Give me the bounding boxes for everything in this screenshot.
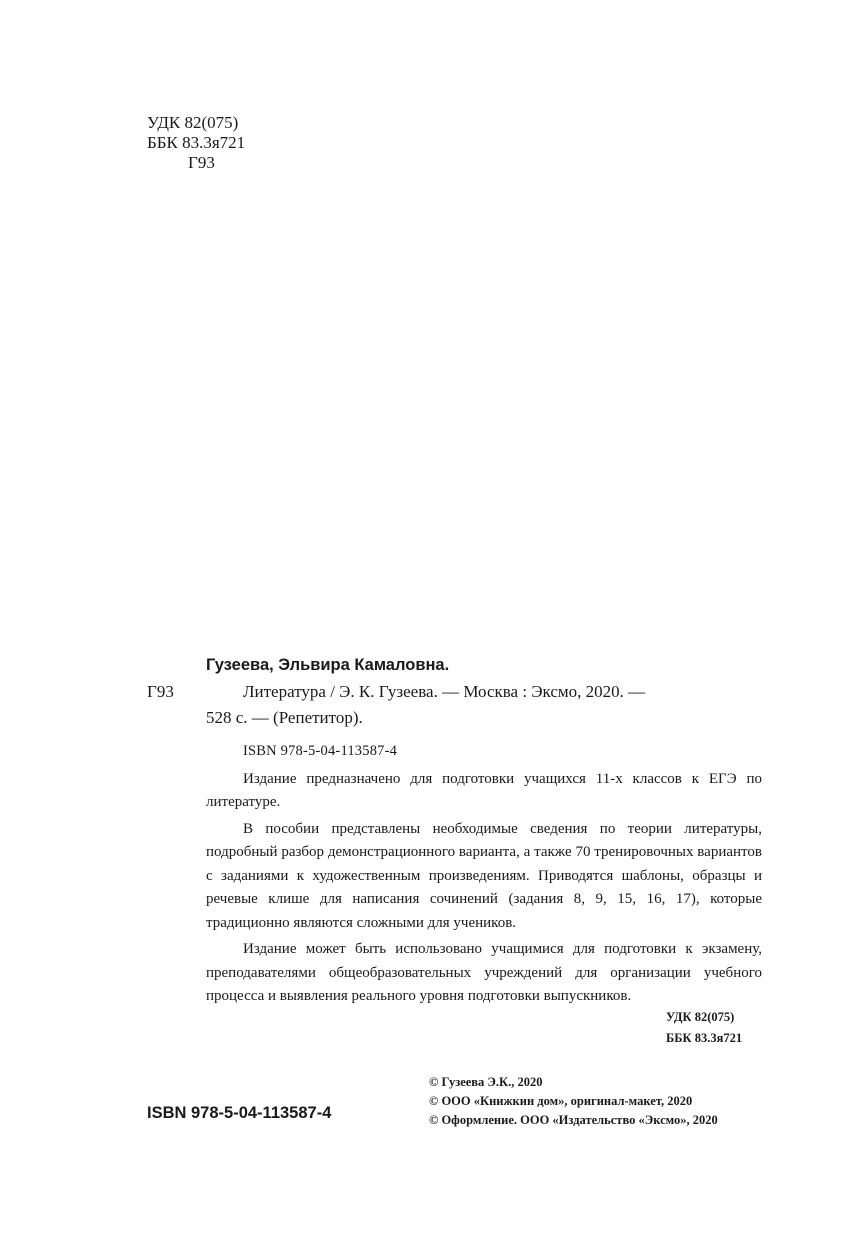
bottom-classification <box>666 1007 742 1049</box>
bottom-isbn: ISBN 978-5-04-113587-4 <box>147 1104 332 1122</box>
top-classification <box>147 113 245 173</box>
annotation-paragraph: Издание предназначено для подготовки учащихся 11-х классов к ЕГЭ по литературе. <box>206 770 762 810</box>
catalog-author: Гузеева, Эльвира Камаловна. <box>206 656 450 674</box>
copyright-line: © Оформление. ООО «Издательство «Эксмо», 2020 <box>429 1113 718 1127</box>
copyright-line: © ООО «Книжкин дом», оригинал-макет, 2020 <box>429 1094 693 1108</box>
annotation-paragraph: В пособии представлены необходимые сведения по теории литературы, подробный разбор демонстрационного варианта, а также 70 тренировочных вариантов с заданиями к художественным произведениям. Приводятся шаблоны, образцы и речевые клише для написания сочинений (задания 8, 9, 15, 16, 17), которые традиционно являются сложными для учеников. <box>206 820 762 931</box>
bottom-bbk: ББК 83.3я721 <box>666 1031 743 1045</box>
copyright-block <box>429 1073 718 1130</box>
catalog-card <box>206 652 762 1009</box>
catalog-title-line-1: Литература / Э. К. Гузеева. — Москва : Эксмо, 2020. — <box>243 681 646 701</box>
copyright-line: © Гузеева Э.К., 2020 <box>429 1075 543 1089</box>
top-udk: УДК 82(075) <box>147 113 239 132</box>
annotation <box>206 768 762 1009</box>
catalog-author-code: Г93 <box>147 682 174 701</box>
annotation-paragraph: Издание может быть использовано учащимися для подготовки к экзамену, преподавателями общеобразовательных учреждений для организации учебного процесса и выявления реального уровня подготовки выпускников. <box>206 941 762 1004</box>
catalog-isbn: ISBN 978-5-04-113587-4 <box>243 742 398 759</box>
bottom-udk: УДК 82(075) <box>666 1010 735 1024</box>
catalog-title-line-2: 528 с. — (Репетитор). <box>206 708 363 727</box>
top-author-code: Г93 <box>188 153 215 172</box>
top-bbk: ББК 83.3я721 <box>147 133 246 152</box>
